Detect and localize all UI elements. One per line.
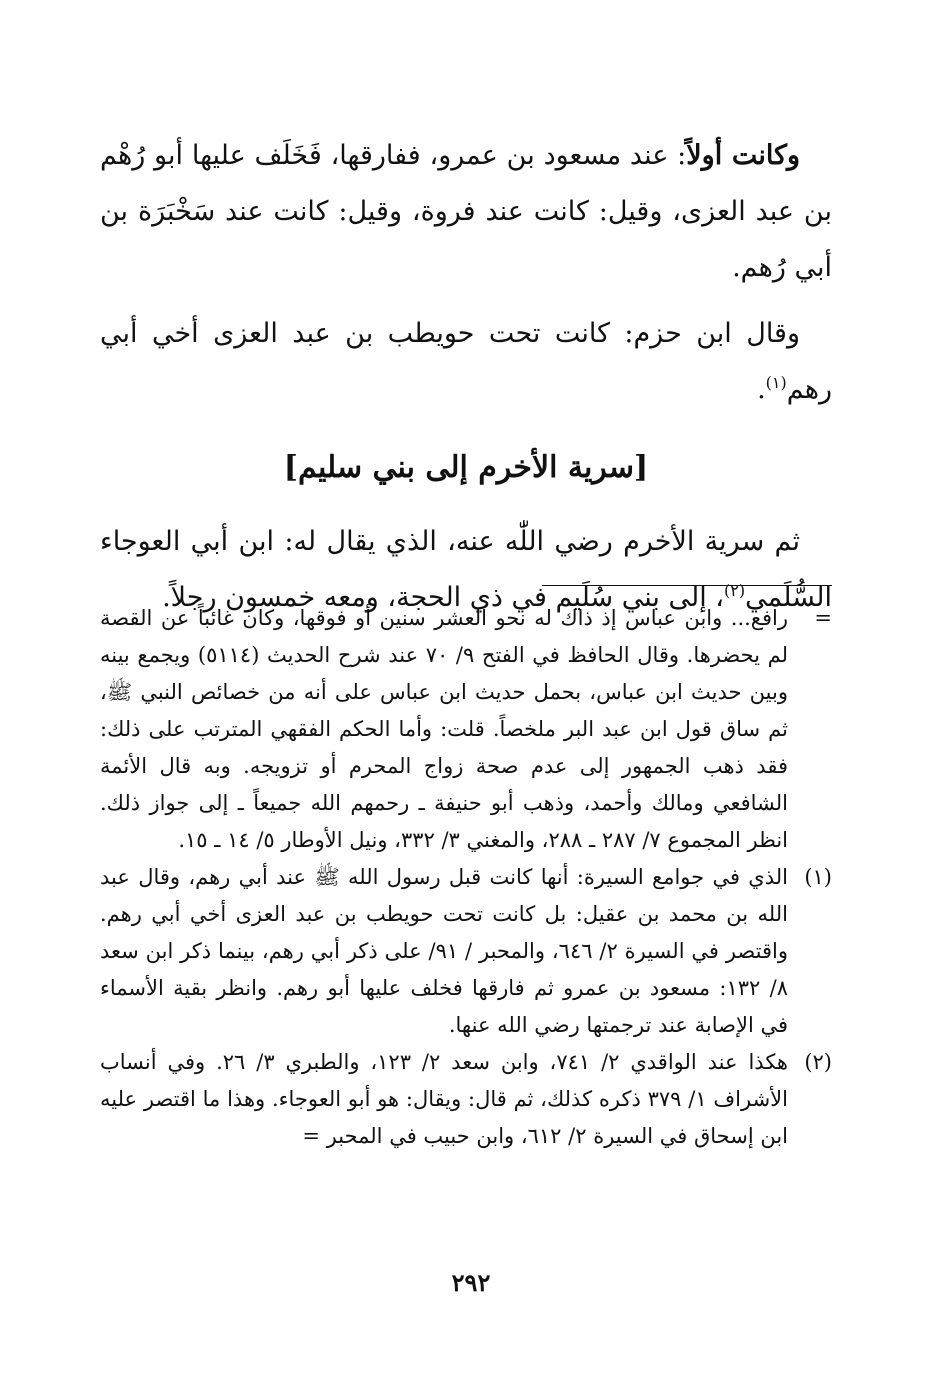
footnote-text: رافع... وابن عباس إذ ذاك له نحو العشر سنين أو فوقها، وكان غائباً عن القصة لم يحضرها. وقال الحافظ في الفتح ٩/ ٧٠ عند شرح الحديث (٥١١٤) ويجمع بينه وبين حديث ابن عباس، بحمل حديث ابن عباس على أنه من خصائص النبي ﷺ، ثم ساق قول ابن عبد البر ملخصاً. قلت: وأما الحكم الفقهي المترتب على ذلك: فقد ذهب الجمهور إلى عدم صحة زواج المحرم أو تزويجه. وبه قال الأئمة الشافعي ومالك وأحمد، وذهب أبو حنيفة ـ رحمهم الله جميعاً ـ إلى جواز ذلك. انظر المجموع ٧/ ٢٨٧ ـ ٢٨٨، والمغني ٣/ ٣٣٢، ونيل الأوطار ٥/ ١٤ ـ ١٥.	[100, 606, 788, 852]
footnote-continued	[100, 600, 832, 859]
section-title: [سرية الأخرم إلى بني سليم]	[283, 450, 649, 485]
footnote-divider	[542, 585, 832, 586]
paragraph-text: : عند مسعود بن عمرو، ففارقها، فَخَلَف عليها أبو رُهْم بن عبد العزى، وقيل: كانت عند فروة، وقيل: كانت عند سَخْبَرَة بن أبي رُهم.	[100, 140, 832, 283]
footnote-text: هكذا عند الواقدي ٢/ ٧٤١، وابن سعد ٢/ ١٢٣، والطبري ٣/ ٢٦. وفي أنساب الأشراف ١/ ٣٧٩ ذكره كذلك، ثم قال: ويقال: هو أبو العوجاء. وهذا ما اقتصر عليه ابن إسحاق في السيرة ٢/ ٦١٢، وابن حبيب في المحبر =	[100, 1050, 788, 1148]
paragraph-text: ثم سرية الأخرم رضي اللّٰه عنه، الذي يقال له: ابن أبي العوجاء السُّلَمي	[100, 526, 832, 613]
paragraph-text-continued: ، إلى بني سُلَيم في ذي الحجة، ومعه خمسون رجلاً.	[162, 582, 725, 613]
footnote-text: الذي في جوامع السيرة: أنها كانت قبل رسول الله ﷺ عند أبي رهم، وقال عبد الله بن محمد بن عقيل: بل كانت تحت حويطب بن عبد العزى أخي أبي رهم. واقتصر في السيرة ٢/ ٦٤٦، والمحبر / ٩١/ على ذكر أبي رهم، بينما ذكر ابن سعد ٨/ ١٣٢: مسعود بن عمرو ثم فارقها فخلف عليها أبو رهم. وانظر بقية الأسماء في الإصابة عند ترجمتها رضي الله عنها.	[100, 865, 788, 1037]
footnote-1	[100, 859, 832, 1044]
footnote-2	[100, 1044, 832, 1155]
main-text	[100, 128, 832, 636]
footnote-ref-2[interactable]: (٢)	[724, 581, 746, 600]
paragraph-ibn-hazm	[100, 306, 832, 418]
paragraph-lead-word: وكانت أولاً	[686, 140, 800, 171]
paragraph-text: وقال ابن حزم: كانت تحت حويطب بن عبد العزى أخي أبي رهم	[100, 318, 832, 405]
footnotes	[100, 600, 832, 1155]
paragraph-first-husband	[100, 128, 832, 296]
footnote-mark: =	[814, 606, 832, 630]
footnote-mark: (٢)	[804, 1050, 832, 1074]
page-number: ٢٩٢	[451, 1268, 491, 1297]
footnote-mark: (١)	[804, 865, 832, 889]
footnote-ref-1[interactable]: (١)	[765, 373, 787, 392]
paragraph-end: .	[757, 374, 766, 405]
